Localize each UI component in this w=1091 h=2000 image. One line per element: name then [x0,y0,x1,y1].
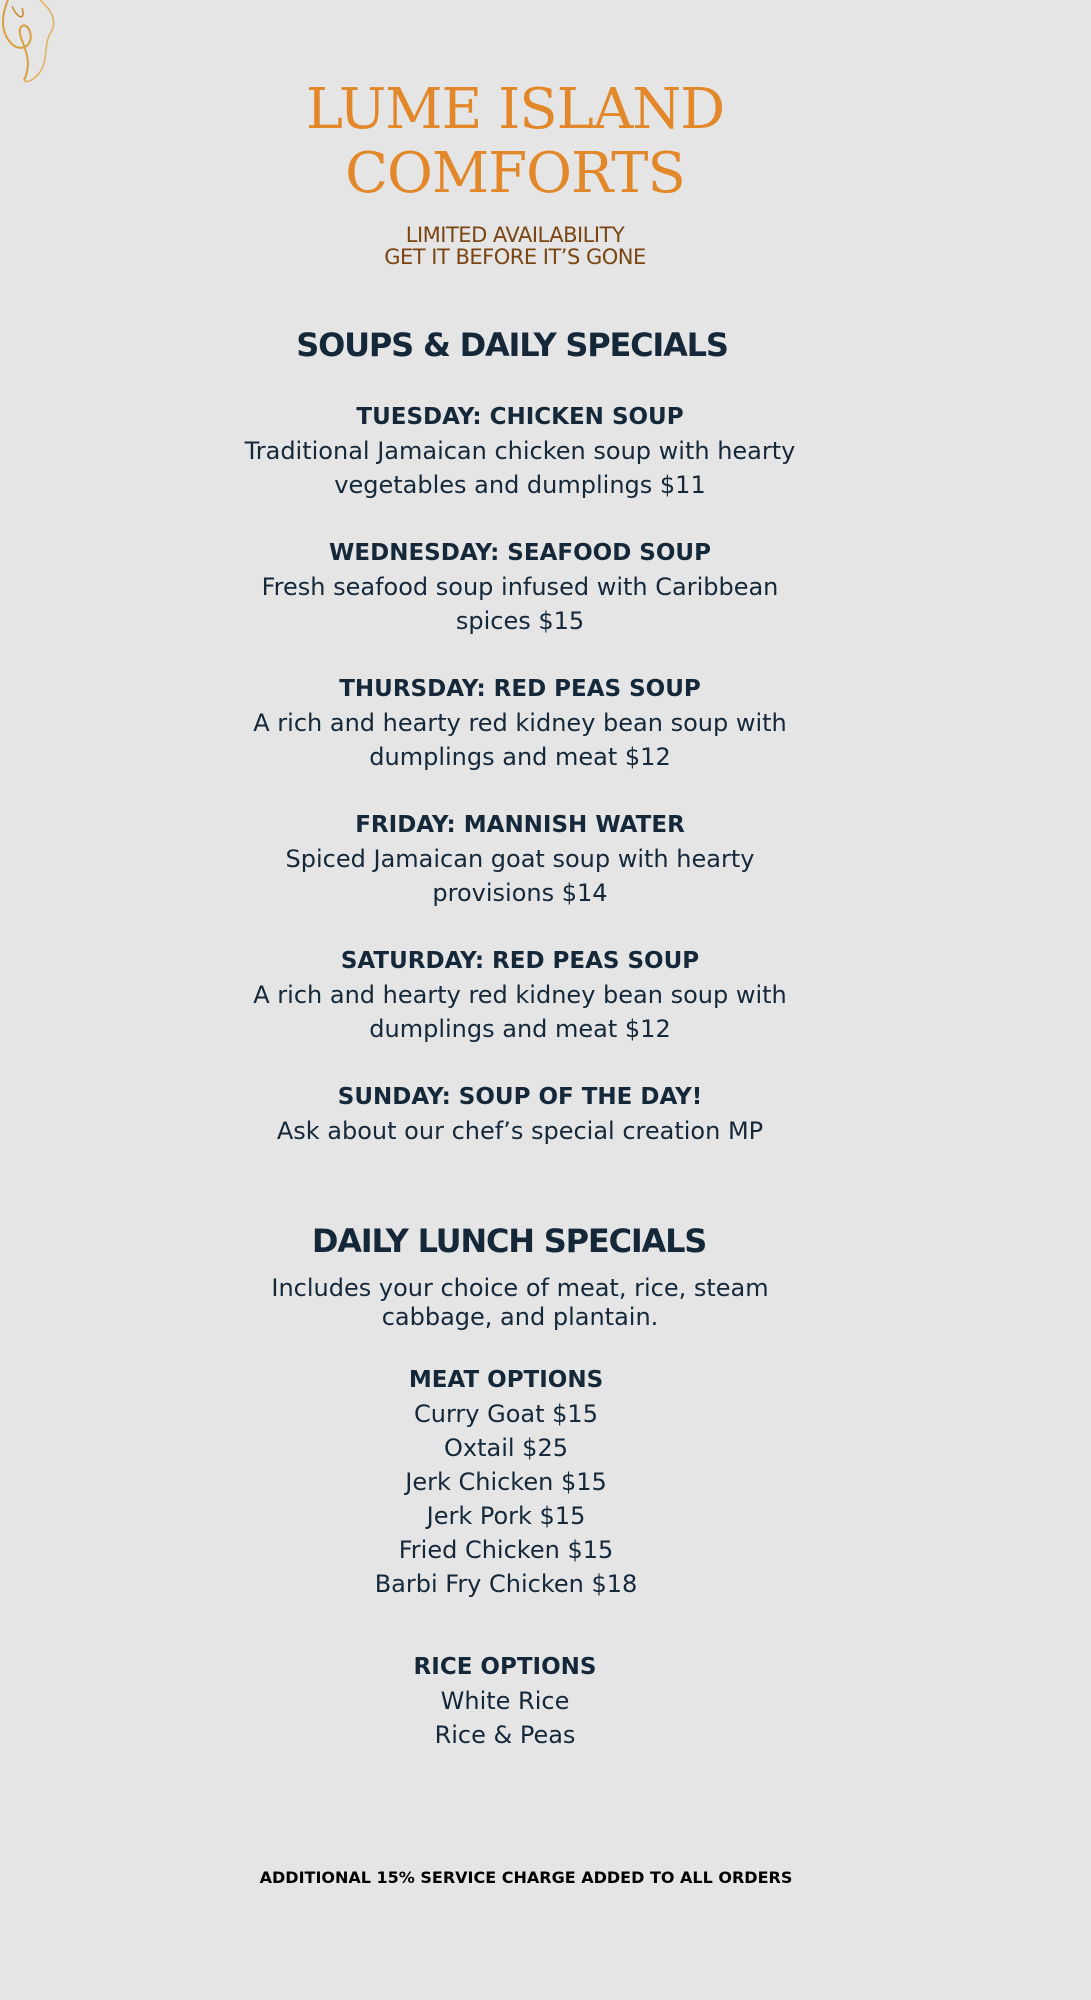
meat-option: Fried Chicken $15 [398,1536,614,1564]
brand-title [0,78,1030,206]
brand-line-2: COMFORTS [345,141,685,206]
meat-option: Jerk Chicken $15 [405,1468,607,1496]
meat-options-title: MEAT OPTIONS [408,1367,604,1393]
soup-item-title: THURSDAY: RED PEAS SOUP [339,676,701,702]
meat-options [0,1363,1012,1601]
soup-item-title: SUNDAY: SOUP OF THE DAY! [337,1084,703,1110]
rice-option: White Rice [440,1687,570,1715]
meat-option: Oxtail $25 [444,1434,568,1462]
lunch-intro-text: Includes your choice of meat, rice, steam cabbage, and plantain. [271,1274,769,1331]
soup-item-desc: Traditional Jamaican chicken soup with hearty vegetables and dumplings $11 [244,437,796,499]
rice-option: Rice & Peas [434,1721,576,1749]
soups-section-title: SOUPS & DAILY SPECIALS [296,326,728,364]
soup-item-desc: Fresh seafood soup infused with Caribbean spices $15 [261,573,779,635]
soup-item-sunday [0,1080,1040,1148]
soup-item-desc: A rich and hearty red kidney bean soup with dumplings and meat $12 [253,709,787,771]
rice-options [0,1650,1010,1752]
soup-item-desc: A rich and hearty red kidney bean soup with dumplings and meat $12 [253,981,787,1043]
soup-item-friday [0,808,1040,910]
soup-item-title: WEDNESDAY: SEAFOOD SOUP [329,540,711,566]
menu-header [0,78,1030,268]
soup-item-title: FRIDAY: MANNISH WATER [355,812,685,838]
meat-option: Barbi Fry Chicken $18 [374,1570,638,1598]
gold-swirl-icon [0,0,70,90]
lunch-intro [0,1274,1040,1332]
soup-item-desc: Spiced Jamaican goat soup with hearty provisions $14 [285,845,755,907]
soup-item-tuesday [0,400,1040,502]
soup-item-saturday [0,944,1040,1046]
soup-item-title: TUESDAY: CHICKEN SOUP [356,404,684,430]
service-charge-note: ADDITIONAL 15% SERVICE CHARGE ADDED TO ALL ORDERS [259,1868,793,1887]
brand-line-1: LUME ISLAND [305,77,725,142]
tagline [0,224,1030,268]
tagline-line-2: GET IT BEFORE IT’S GONE [384,245,646,269]
lunch-section-title: DAILY LUNCH SPECIALS [311,1222,707,1260]
meat-option: Curry Goat $15 [414,1400,598,1428]
soup-item-thursday [0,672,1040,774]
soup-item-wednesday [0,536,1040,638]
tagline-line-1: LIMITED AVAILABILITY [405,223,625,247]
soup-item-title: SATURDAY: RED PEAS SOUP [340,948,700,974]
soup-item-desc: Ask about our chef’s special creation MP [276,1117,764,1145]
rice-options-title: RICE OPTIONS [413,1654,597,1680]
meat-option: Jerk Pork $15 [426,1502,586,1530]
soups-list [0,400,1040,1182]
